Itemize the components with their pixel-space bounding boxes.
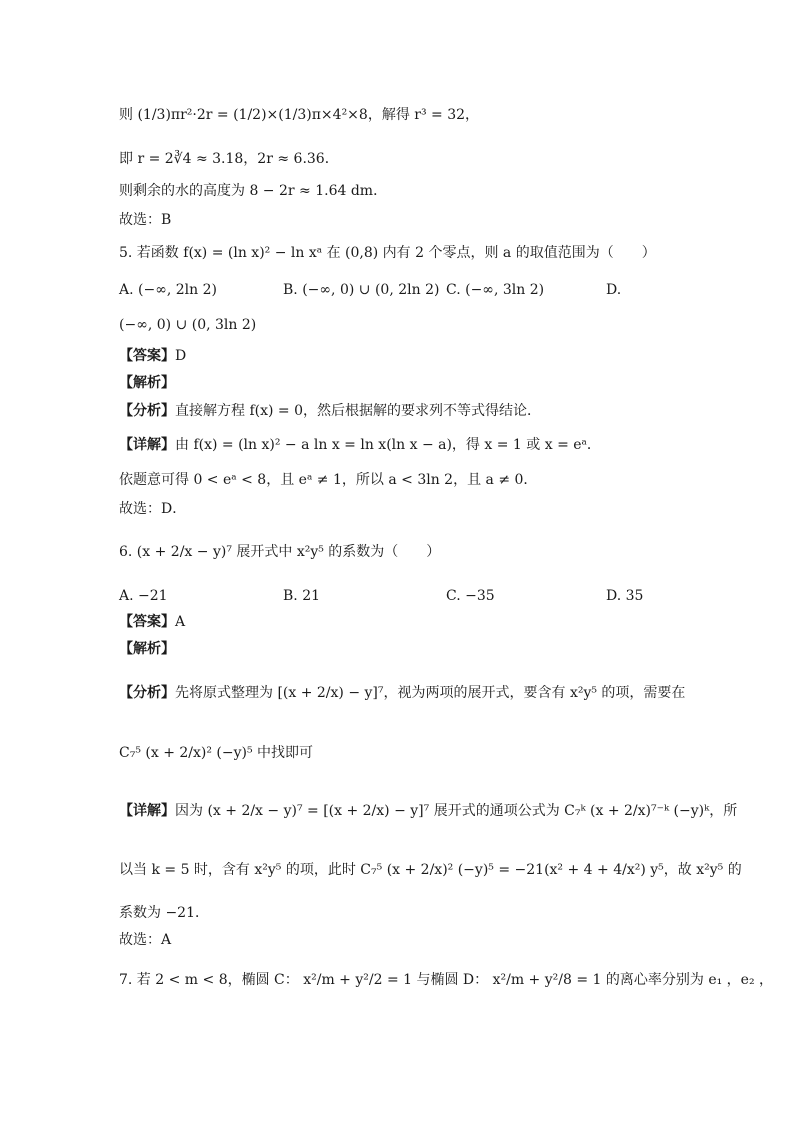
q6-option-b: B. 21 — [283, 588, 321, 604]
q5-option-a: A. (−∞, 2ln 2) — [119, 282, 217, 298]
q5-analysis-heading: 【解析】 — [119, 375, 175, 391]
fenxi-text: 先将原式整理为 [(x + 2/x) − y]⁷，视为两项的展开式，要含有 x²y⁵ 的项，需要在 — [175, 685, 686, 701]
q5-answer-line — [119, 349, 186, 363]
question-5-stem: 5. 若函数 f(x) = (ln x)² − ln xᵃ 在 (0,8) 内有 2 个零点，则 a 的取值范围为（ ） — [119, 245, 656, 261]
text-line-2: 即 r = 2∛4 ≈ 3.18，2r ≈ 6.36． — [119, 151, 339, 167]
q6-xiangjie-line — [119, 804, 737, 818]
fenxi-tag: 【分析】 — [119, 685, 175, 701]
text-line-3: 则剩余的水的高度为 8 − 2r ≈ 1.64 dm． — [119, 183, 388, 199]
q6-fenxi-line-2: C₇⁵ (x + 2/x)² (−y)⁵ 中找即可 — [119, 745, 314, 761]
q5-fenxi-line — [119, 404, 541, 418]
answer-tag: 【答案】 — [119, 614, 175, 630]
text-line-4: 故选：B — [119, 212, 172, 228]
q6-option-d: D. 35 — [606, 588, 644, 604]
q5-option-b: B. (−∞, 0) ∪ (0, 2ln 2) — [283, 282, 440, 298]
q6-answer-line — [119, 615, 185, 629]
q5-detail-line-2: 依题意可得 0 < eᵃ < 8，且 eᵃ ≠ 1，所以 a < 3ln 2，且 a ≠ 0． — [119, 472, 538, 488]
q6-conclusion: 故选：A — [119, 932, 172, 948]
text-line-1: 则 (1/3)πr²·2r = (1/2)×(1/3)π×4²×8，解得 r³ = 32， — [119, 107, 480, 123]
q6-option-c: C. −35 — [446, 588, 495, 604]
question-7-stem: 7. 若 2 < m < 8，椭圆 C： x²/m + y²/2 = 1 与椭圆 D： x²/m + y²/8 = 1 的离心率分别为 e₁ ，e₂ ， — [119, 972, 774, 988]
fenxi-text: 直接解方程 f(x) = 0，然后根据解的要求列不等式得结论． — [175, 403, 541, 419]
answer-tag: 【答案】 — [119, 348, 175, 364]
q6-option-a: A. −21 — [119, 588, 168, 604]
answer-value: A — [175, 614, 186, 630]
xiangjie-text: 因为 (x + 2/x − y)⁷ = [(x + 2/x) − y]⁷ 展开式的通项公式为 C₇ᵏ (x + 2/x)⁷⁻ᵏ (−y)ᵏ，所 — [175, 803, 738, 819]
xiangjie-text: 由 f(x) = (ln x)² − a ln x = ln x(ln x − a)，得 x = 1 或 x = eᵃ． — [175, 437, 601, 453]
q6-detail-line-2: 以当 k = 5 时，含有 x²y⁵ 的项，此时 C₇⁵ (x + 2/x)² (−y)⁵ = −21(x² + 4 + 4/x²) y⁵，故 x²y⁵ 的 — [119, 862, 742, 878]
xiangjie-tag: 【详解】 — [119, 803, 175, 819]
q5-conclusion: 故选：D． — [119, 501, 187, 517]
q6-detail-line-3: 系数为 −21． — [119, 905, 209, 921]
fenxi-tag: 【分析】 — [119, 403, 175, 419]
q5-option-d: D. — [606, 282, 622, 298]
q5-option-c: C. (−∞, 3ln 2) — [446, 282, 545, 298]
q5-xiangjie-line — [119, 438, 601, 452]
answer-value: D — [175, 348, 187, 364]
q6-analysis-heading: 【解析】 — [119, 641, 175, 657]
q6-fenxi-line — [119, 686, 685, 700]
q5-option-d-content: (−∞, 0) ∪ (0, 3ln 2) — [119, 317, 257, 333]
question-6-stem: 6. (x + 2/x − y)⁷ 展开式中 x²y⁵ 的系数为（ ） — [119, 544, 441, 560]
xiangjie-tag: 【详解】 — [119, 437, 175, 453]
